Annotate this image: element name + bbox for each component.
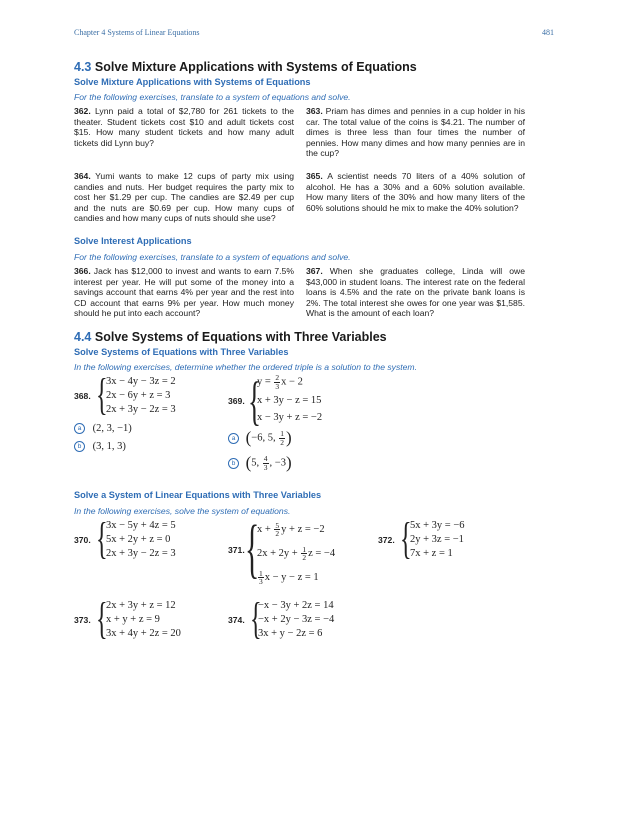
exercise-369-system	[257, 374, 322, 426]
numerator: 1	[259, 568, 263, 578]
left-brace: {	[96, 370, 108, 419]
option-part: 5,	[251, 457, 262, 469]
left-brace: {	[248, 371, 261, 431]
option-part: −6, 5,	[251, 432, 279, 444]
instructions: In the following exercises, solve the system of equations.	[74, 506, 291, 516]
open-paren: (	[245, 428, 252, 447]
equation: x + y + z = 9	[106, 614, 160, 625]
exercise-370-number: 370.	[74, 535, 91, 545]
exercise-372-number: 372.	[378, 535, 395, 545]
equation: 3x − 5y + 4z = 5	[106, 520, 176, 531]
fraction	[274, 522, 280, 538]
equation: 2x + 3y + z = 12	[106, 600, 176, 611]
option-part: , −3	[269, 457, 286, 469]
equation	[257, 518, 335, 542]
option-value: (3, 1, 3)	[92, 441, 126, 452]
close-paren: )	[285, 428, 292, 447]
exercise-text: Priam has dimes and pennies in a cup holder in his car. The total value of the coins is $4.21. The number of dimes is three less than four times the number of pennies. How many dimes and how many pennies are in the cup?	[306, 106, 525, 159]
equation: 2x + 3y − 2z = 3	[106, 548, 176, 559]
equation: 2x + 3y − 2z = 3	[106, 404, 176, 415]
exercise-369-option-b	[228, 453, 292, 473]
denominator: 3	[263, 462, 268, 472]
equation: x − 3y + z = −2	[257, 412, 323, 424]
left-brace: {	[245, 512, 260, 585]
equation-part: z = −4	[308, 548, 336, 559]
equation: x + 3y − z = 15	[257, 395, 322, 407]
equation-part: x − 2	[281, 376, 303, 388]
exercise-371-system	[257, 518, 335, 590]
equation: 2x − 6y + z = 3	[106, 390, 171, 401]
numerator: 1	[302, 544, 307, 554]
exercise-number: 367.	[306, 266, 323, 276]
exercise-text: Yumi wants to make 12 cups of party mix using candies and nuts. Her budget requires the party mix to cost her $1.29 per cup. The candies are $2.49 per cup and the nuts are $0.69 per cup. How many cups of candies and how many cups of nuts should she use?	[74, 171, 295, 224]
part-b-marker: b	[74, 441, 85, 452]
section-number: 4.3	[74, 60, 92, 74]
subsection-heading: Solve a System of Linear Equations with Three Variables	[74, 490, 322, 500]
exercise-370-system	[106, 519, 176, 561]
numerator: 5	[275, 520, 280, 530]
equation-part: y + z = −2	[281, 524, 325, 535]
exercise-364	[74, 171, 294, 224]
equation-part: 2x + 2y +	[257, 548, 301, 559]
exercise-368-number: 368.	[74, 391, 91, 401]
subsection-heading: Solve Mixture Applications with Systems of Equations	[74, 77, 311, 87]
part-a-marker: a	[228, 433, 239, 444]
option-value: (2, 3, −1)	[92, 423, 132, 434]
exercise-368-option-a	[74, 423, 132, 434]
numerator: 1	[280, 429, 284, 438]
part-a-marker: a	[74, 423, 85, 434]
instructions: For the following exercises, translate to a system of equations and solve.	[74, 92, 351, 102]
exercise-text: A scientist needs 70 liters of a 40% solution of alcohol. He has a 30% and a 60% solution available. How many liters of the 30% and how many liters of the 60% solutions should he mix to make the 40% solution?	[306, 171, 525, 213]
denominator: 2	[280, 437, 284, 447]
instructions: In the following exercises, determine whether the ordered triple is a solution to the system.	[74, 362, 417, 372]
exercise-366	[74, 266, 294, 319]
denominator: 3	[275, 381, 280, 391]
exercise-369-number: 369.	[228, 396, 245, 406]
exercise-368-option-b	[74, 441, 126, 452]
exercise-367	[306, 266, 525, 319]
exercise-369-option-a	[228, 428, 292, 448]
exercise-number: 363.	[306, 106, 323, 116]
section-title: Solve Mixture Applications with Systems of Equations	[94, 60, 417, 74]
exercise-372-system	[410, 519, 465, 561]
equation: 3x + y − 2z = 6	[258, 628, 323, 639]
left-brace: {	[96, 594, 108, 643]
fraction	[279, 430, 285, 446]
exercise-363	[306, 106, 525, 159]
exercise-365	[306, 171, 525, 213]
exercise-number: 366.	[74, 266, 91, 276]
exercise-number: 365.	[306, 171, 323, 181]
equation: 7x + z = 1	[410, 548, 453, 559]
exercise-text: When she graduates college, Linda will owe $43,000 in student loans. The interest rate on the federal loans is 4.5% and the rate on the private bank loans is 2%. The total interest she owes for one year was $1,585. What is the amount of each loan?	[306, 266, 526, 319]
equation-part: x +	[257, 524, 274, 535]
exercise-368-system	[106, 375, 176, 417]
section-title: Solve Systems of Equations with Three Variables	[94, 330, 387, 344]
denominator: 2	[275, 529, 280, 539]
left-brace: {	[96, 514, 108, 563]
instructions: For the following exercises, translate to a system of equations and solve.	[74, 252, 351, 262]
exercise-text: Jack has $12,000 to invest and wants to earn 7.5% interest per year. He will put some of the money into a savings account that earns 4% per year and the rest into CD account that earns 9% per year. How much money should he put into each account?	[74, 266, 294, 319]
page-number: 481	[542, 28, 554, 37]
left-brace: {	[400, 514, 412, 563]
denominator: 2	[302, 553, 307, 563]
exercise-text: Lynn paid a total of $2,780 for 261 tickets to the theater. Student tickets cost $10 and adult tickets cost $15. How many student tickets and how many adult tickets did Lynn buy?	[74, 106, 294, 148]
fraction	[263, 455, 269, 471]
section-4-3-heading	[74, 60, 417, 74]
subsection-heading: Solve Systems of Equations with Three Variables	[74, 347, 289, 357]
left-brace: {	[250, 594, 262, 643]
equation	[257, 374, 322, 390]
exercise-373-system	[106, 599, 181, 641]
exercise-371-number: 371.	[228, 545, 245, 555]
equation: −x − 3y + 2z = 14	[258, 600, 334, 611]
equation: 5x + 3y = −6	[410, 520, 465, 531]
equation: 5x + 2y + z = 0	[106, 534, 171, 545]
exercise-374-system	[258, 599, 334, 641]
part-b-marker: b	[228, 458, 239, 469]
exercise-362	[74, 106, 294, 148]
equation: −x + 2y − 3z = −4	[258, 614, 335, 625]
equation: 2y + 3z = −1	[410, 534, 464, 545]
section-number: 4.4	[74, 330, 92, 344]
equation	[257, 542, 335, 566]
exercise-number: 362.	[74, 106, 91, 116]
fraction	[301, 546, 307, 562]
exercise-374-number: 374.	[228, 615, 245, 625]
fraction	[274, 374, 280, 390]
numerator: 4	[263, 454, 268, 463]
running-header: Chapter 4 Systems of Linear Equations	[74, 28, 200, 37]
equation	[257, 566, 335, 590]
close-paren: )	[285, 453, 292, 472]
numerator: 2	[275, 373, 280, 382]
exercise-373-number: 373.	[74, 615, 91, 625]
equation: 3x + 4y + 2z = 20	[106, 628, 181, 639]
section-4-4-heading	[74, 330, 387, 344]
equation: 3x − 4y − 3z = 2	[106, 376, 176, 387]
fraction	[258, 570, 264, 586]
equation-part: x − y − z = 1	[264, 572, 319, 583]
equation-part: y =	[257, 376, 274, 388]
exercise-number: 364.	[74, 171, 91, 181]
subsection-heading: Solve Interest Applications	[74, 236, 192, 246]
denominator: 3	[259, 577, 263, 587]
open-paren: (	[245, 453, 252, 472]
